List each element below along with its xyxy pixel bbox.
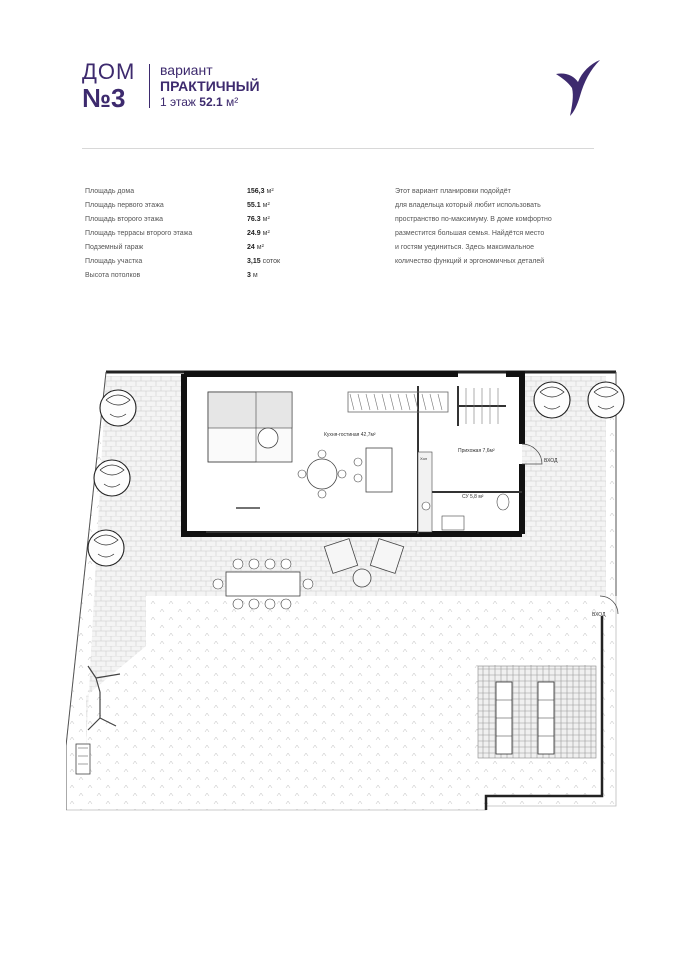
spec-unit: м [252,272,258,279]
room-bath-label: СУ 5,8 м² [462,494,484,500]
spec-label: Площадь дома [85,188,135,195]
variant-block [160,62,260,110]
room-hall-label: Прихожая 7,6м² [458,448,495,454]
floor-info [160,94,260,110]
house-word: ДОМ [82,59,136,84]
spec-label: Высота потолков [85,272,141,279]
spec-unit: соток [262,258,281,265]
bench [76,744,90,774]
header-divider [149,64,150,108]
spec-row [85,227,335,241]
spec-row [85,269,335,283]
entrance-label-1: ВХОД [544,458,558,464]
floor-label: 1 этаж [160,95,196,109]
variant-name: ПРАКТИЧНЫЙ [160,78,260,94]
floor-plan [66,366,646,831]
house-title [82,60,135,112]
spec-label: Подземный гараж [85,244,144,251]
variant-label: вариант [160,62,213,78]
spec-value: 156,3 м² [247,188,274,195]
description-line: Этот вариант планировки подойдёт [395,188,511,195]
description-line: пространство по-максимуму. В доме комфортно [395,216,552,223]
house-number: №3 [82,83,126,113]
description [395,185,610,269]
spec-unit: м² [256,244,264,251]
entrance-label-2: ВХОД [592,612,606,618]
description-line: и гостям уединиться. Здесь максимальное [395,244,535,251]
spec-value: 3 м [247,272,258,279]
spec-value: 24.9 м² [247,230,270,237]
spec-value: 3,15 соток [247,258,281,265]
spec-unit: м² [266,188,274,195]
description-line: для владельца который любит использовать [395,202,541,209]
spec-label: Площадь первого этажа [85,202,164,209]
spec-value: 24 м² [247,244,264,251]
spec-value: 55.1 м² [247,202,270,209]
bird-logo-icon [556,60,600,121]
spec-row [85,213,335,227]
spec-row [85,185,335,199]
floor-area: 52.1 [199,95,223,109]
description-line: разместится большая семья. Найдётся место [395,230,545,237]
header-rule [82,148,594,149]
spec-unit: м² [262,216,270,223]
outdoor-dining-table [226,572,300,596]
spec-row [85,241,335,255]
floor-unit: м² [225,95,239,109]
description-line: количество функций и эргономичных деталей [395,258,545,265]
spec-row [85,255,335,269]
room-kitchen-label: Кухня-гостиная 42,7м² [324,432,376,438]
specs-table [85,185,335,283]
spec-label: Площадь участка [85,258,143,265]
spec-unit: м² [262,202,270,209]
spec-row [85,199,335,213]
appliance-label: Хол [420,456,428,461]
spec-value: 76.3 м² [247,216,270,223]
spec-label: Площадь террасы второго этажа [85,230,193,237]
spec-unit: м² [262,230,270,237]
spec-label: Площадь второго этажа [85,216,164,223]
